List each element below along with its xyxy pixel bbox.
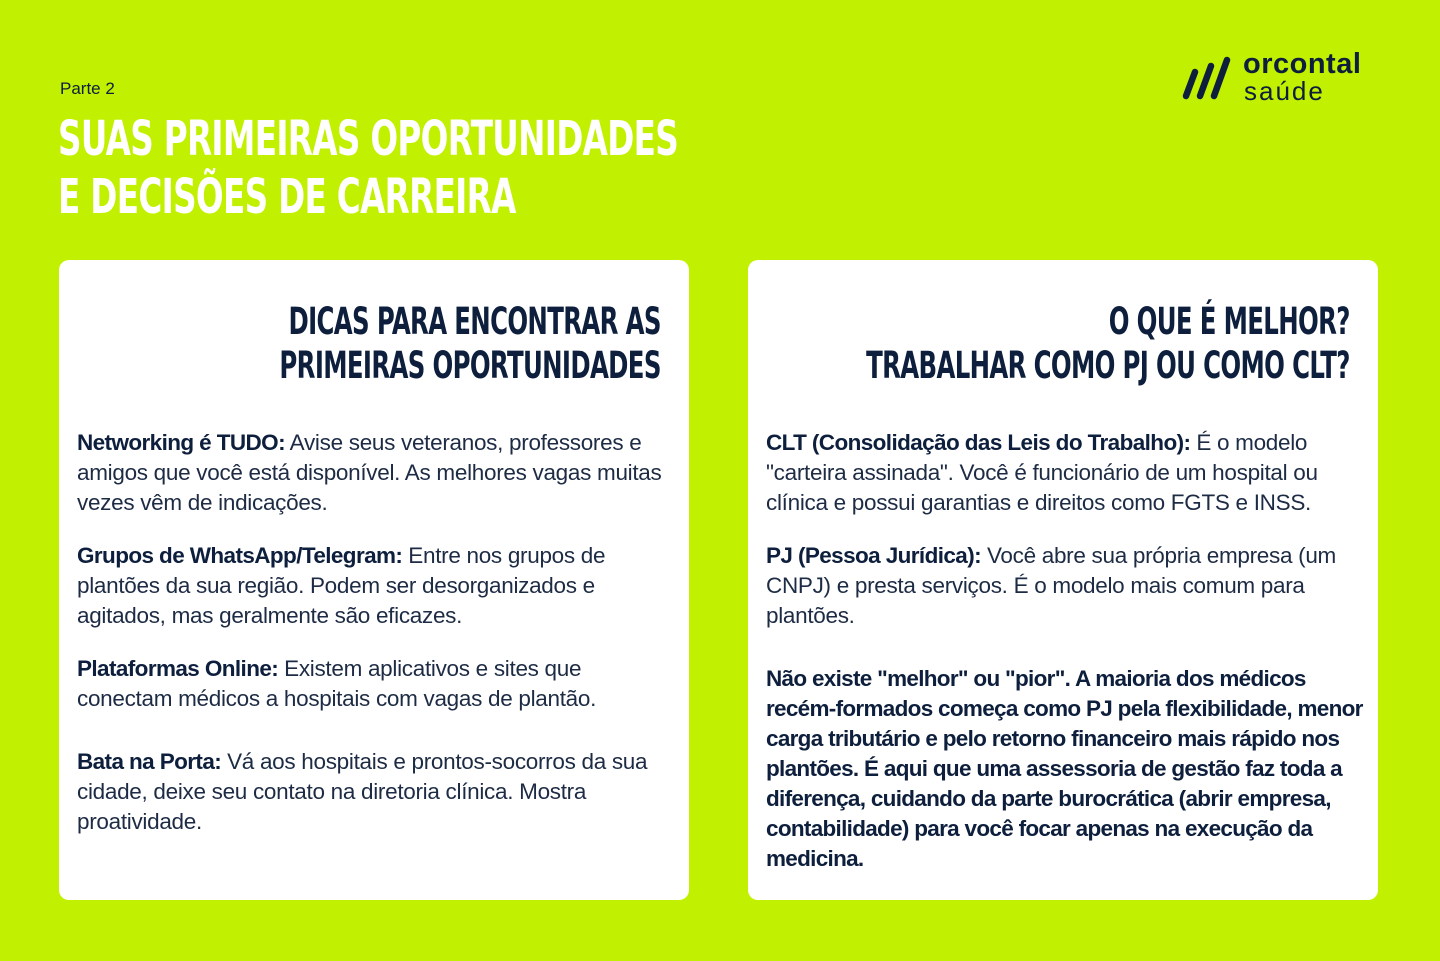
conclusion-paragraph: Não existe "melhor" ou "pior". A maioria dos médicos recém-formados começa como PJ pela flexibilidade, menor carga tributário e pelo retorno financeiro mais rápido nos plantões. É aqui que uma assessoria de gestão faz toda a diferença, cuidando da parte burocrática (abrir empresa, contabilidade) para você focar apenas na execução da medicina.: [766, 666, 1363, 871]
page-title-line2: E DECISÕES DE CARREIRA: [58, 169, 516, 225]
tip-label: Plataformas Online:: [77, 656, 279, 681]
tip-text: Existem aplicativos e sites que conectam médicos a hospitais com vagas de plantão.: [77, 656, 597, 711]
tip-text: Entre nos grupos de plantões da sua região. Podem ser desorganizados e agitados, mas geralmente são eficazes.: [77, 543, 606, 628]
clt-definition: [766, 428, 1366, 518]
tip-knock-door: [77, 747, 677, 837]
definition-text: É o modelo "carteira assinada". Você é funcionário de um hospital ou clínica e possui garantias e direitos como FGTS e INSS.: [766, 430, 1318, 515]
logo-subtitle: saúde: [1244, 76, 1325, 106]
part-label: Parte 2: [60, 79, 115, 98]
tip-label: Grupos de WhatsApp/Telegram:: [77, 543, 403, 568]
pj-vs-clt-card-title-line2: TRABALHAR COMO PJ OU COMO CLT?: [866, 344, 1350, 387]
definition-label: PJ (Pessoa Jurídica):: [766, 543, 981, 568]
pj-definition: [766, 541, 1366, 631]
pj-vs-clt-card: [748, 260, 1378, 900]
tips-card-title-line1: DICAS PARA ENCONTRAR AS: [288, 300, 661, 343]
tip-label: Networking é TUDO:: [77, 430, 285, 455]
logo-brand: orcontal: [1243, 48, 1362, 80]
tips-card-title-line2: PRIMEIRAS OPORTUNIDADES: [279, 344, 661, 387]
tip-online-platforms: [77, 654, 677, 714]
tip-whatsapp-groups: [77, 541, 677, 631]
three-slashes-icon: [1180, 56, 1236, 102]
tips-card-title: [280, 300, 661, 388]
pj-vs-clt-card-title-line1: O QUE É MELHOR?: [1108, 300, 1350, 343]
definition-label: CLT (Consolidação das Leis do Trabalho):: [766, 430, 1191, 455]
tip-text: Vá aos hospitais e prontos-socorros da sua cidade, deixe seu contato na diretoria clínica. Mostra proatividade.: [77, 749, 648, 834]
page-title: [58, 110, 678, 226]
tip-networking: [77, 428, 677, 518]
pj-vs-clt-card-title: [866, 300, 1350, 388]
orcontal-logo: [1180, 48, 1380, 104]
tips-card: [59, 260, 689, 900]
page-title-line1: SUAS PRIMEIRAS OPORTUNIDADES: [58, 111, 679, 167]
definition-text: Você abre sua própria empresa (um CNPJ) e presta serviços. É o modelo mais comum para plantões.: [766, 543, 1336, 628]
tip-text: Avise seus veteranos, professores e amigos que você está disponível. As melhores vagas muitas vezes vêm de indicações.: [77, 430, 662, 515]
tip-label: Bata na Porta:: [77, 749, 222, 774]
